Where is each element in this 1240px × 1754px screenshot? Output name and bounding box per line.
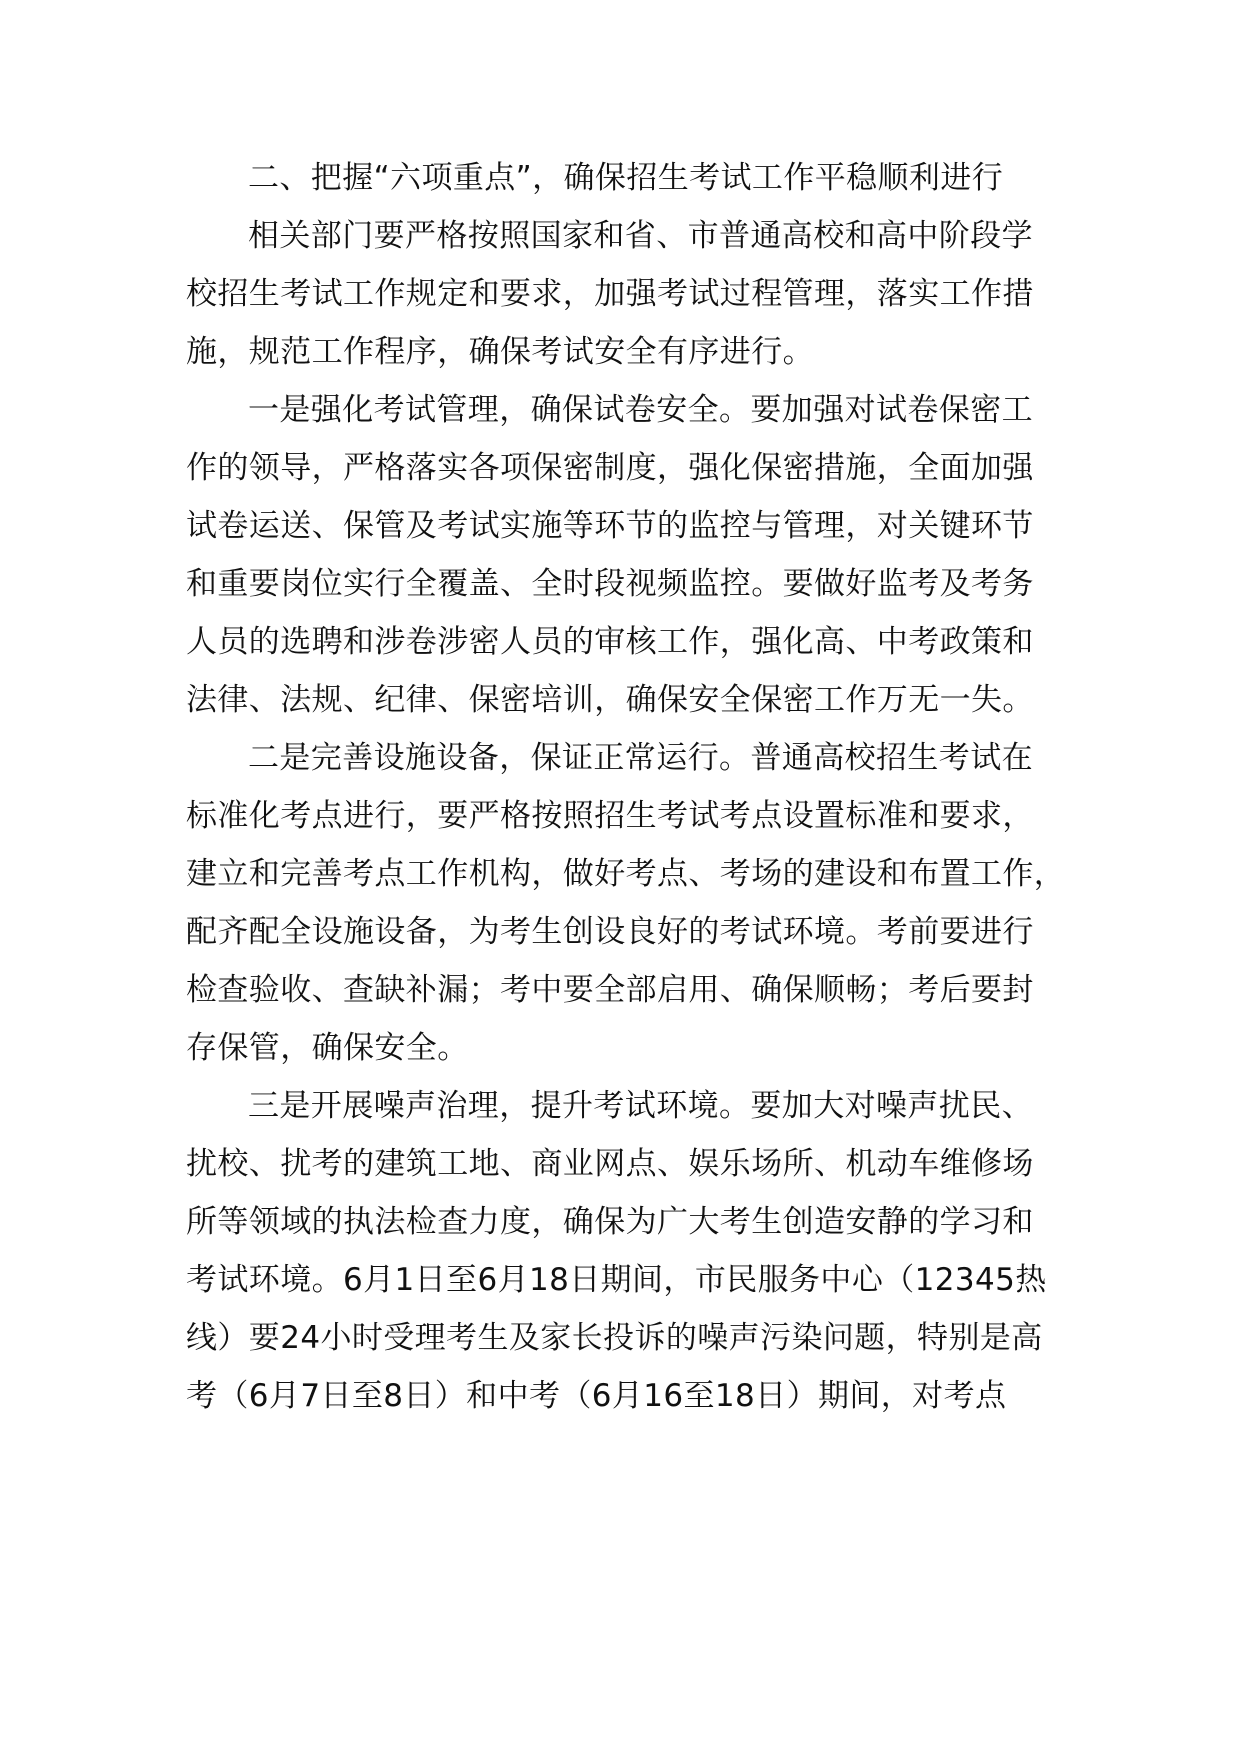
paragraph-line: 法律、法规、纪律、保密培训，确保安全保密工作万无一失。	[186, 682, 1034, 718]
paragraph-line: 考（6月7日至8日）和中考（6月16至18日）期间，对考点	[186, 1378, 1007, 1414]
paragraph-line: 扰校、扰考的建筑工地、商业网点、娱乐场所、机动车维修场	[186, 1146, 1034, 1182]
section-heading: 二、把握“六项重点”，确保招生考试工作平稳顺利进行	[248, 160, 1004, 196]
paragraph-line: 人员的选聘和涉卷涉密人员的审核工作，强化高、中考政策和	[186, 624, 1034, 660]
paragraph-line: 标准化考点进行，要严格按照招生考试考点设置标准和要求，	[186, 798, 1034, 834]
paragraph-line: 检查验收、查缺补漏；考中要全部启用、确保顺畅；考后要封	[186, 972, 1034, 1008]
paragraph-line: 相关部门要严格按照国家和省、市普通高校和高中阶段学	[248, 218, 1033, 254]
paragraph-line: 线）要24小时受理考生及家长投诉的噪声污染问题，特别是高	[186, 1320, 1043, 1356]
paragraph-line: 校招生考试工作规定和要求，加强考试过程管理，落实工作措	[186, 276, 1034, 312]
paragraph-line: 施，规范工作程序，确保考试安全有序进行。	[186, 334, 814, 370]
paragraph-line: 试卷运送、保管及考试实施等环节的监控与管理，对关键环节	[186, 508, 1034, 544]
paragraph-line: 一是强化考试管理，确保试卷安全。要加强对试卷保密工	[248, 392, 1033, 428]
paragraph-line: 作的领导，严格落实各项保密制度，强化保密措施，全面加强	[186, 450, 1034, 486]
paragraph-line: 和重要岗位实行全覆盖、全时段视频监控。要做好监考及考务	[186, 566, 1034, 602]
paragraph-line: 所等领域的执法检查力度，确保为广大考生创造安静的学习和	[186, 1204, 1034, 1240]
paragraph-line: 配齐配全设施设备，为考生创设良好的考试环境。考前要进行	[186, 914, 1034, 950]
paragraph-line: 建立和完善考点工作机构，做好考点、考场的建设和布置工作，	[186, 856, 1066, 892]
paragraph-line: 三是开展噪声治理，提升考试环境。要加大对噪声扰民、	[248, 1088, 1033, 1124]
paragraph-line: 存保管，确保安全。	[186, 1030, 469, 1066]
paragraph-line: 二是完善设施设备，保证正常运行。普通高校招生考试在	[248, 740, 1033, 776]
paragraph-line: 考试环境。6月1日至6月18日期间，市民服务中心（12345热	[186, 1262, 1047, 1298]
